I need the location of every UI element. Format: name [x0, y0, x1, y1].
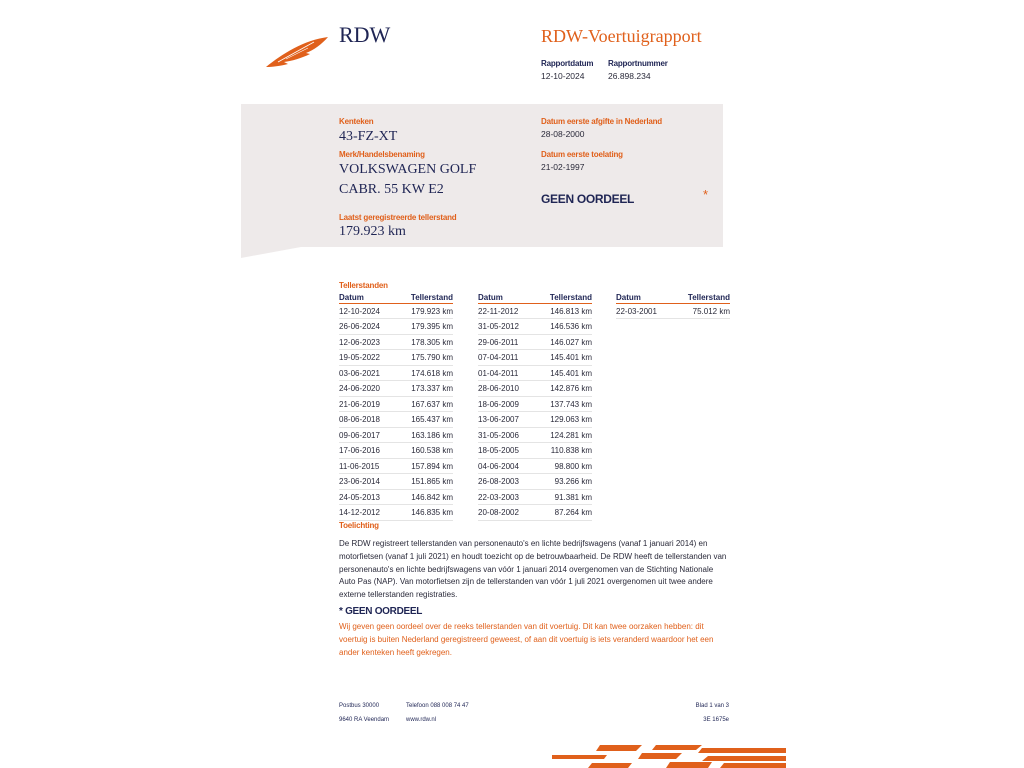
- reading-km: 157.894 km: [411, 461, 453, 471]
- reading-row: [478, 444, 592, 459]
- odometer-value: 179.923 km: [339, 224, 406, 239]
- reading-km: 151.865 km: [411, 477, 453, 487]
- reading-km: 165.437 km: [411, 415, 453, 425]
- reading-date: 17-06-2016: [339, 446, 380, 456]
- report-number-label: Rapportnummer: [608, 59, 668, 68]
- reading-date: 28-06-2010: [478, 384, 519, 394]
- reading-km: 145.401 km: [550, 353, 592, 363]
- readings-header: [339, 293, 453, 304]
- reading-date: 26-06-2024: [339, 322, 380, 332]
- reading-km: 129.063 km: [550, 415, 592, 425]
- reading-km: 160.538 km: [411, 446, 453, 456]
- reading-date: 07-04-2011: [478, 353, 519, 363]
- plate-value: 43-FZ-XT: [339, 129, 398, 144]
- readings-table-3: [616, 293, 730, 319]
- reading-row: [478, 429, 592, 444]
- reading-row: [478, 320, 592, 335]
- reading-row: [339, 444, 453, 459]
- reading-row: [616, 305, 730, 320]
- reading-row: [478, 491, 592, 506]
- reading-km: 173.337 km: [411, 384, 453, 394]
- reading-date: 20-08-2002: [478, 508, 519, 518]
- verdict-marker: *: [703, 187, 709, 202]
- footer-page: Blad 1 van 3: [695, 703, 729, 709]
- make-line-1: VOLKSWAGEN GOLF: [339, 162, 477, 177]
- verdict-explanation-body: Wij geven geen oordeel over de reeks tellerstanden van dit voertuig. Dit kan twee oorzaken hebben: dit voertuig is buiten Nederland geregistreerd geweest, of aan dit voertuig is iets veranderd waardoor het een ander kenteken heeft gekregen.: [339, 622, 714, 657]
- reading-date: 12-06-2023: [339, 337, 380, 347]
- reading-date: 22-03-2003: [478, 492, 519, 502]
- reading-date: 13-06-2007: [478, 415, 519, 425]
- reading-date: 19-05-2022: [339, 353, 380, 363]
- explanation-body: De RDW registreert tellerstanden van personenauto's en lichte bedrijfswagens (vanaf 1 januari 2014) en motorfietsen (vanaf 1 juli 2021) en houdt toezicht op de betrouwbaarheid. De RDW heeft de tellerstanden van personenauto's en lichte bedrijfswagens van vóór 1 januari 2014 overgenomen van de Stichting Nationale Auto Pas (NAP). Van motorfietsen zijn de tellerstanden van vóór 1 juli 2021 overgenomen uit twee andere externe tellerstanden registraties.: [339, 539, 727, 600]
- footer-postal: 9640 RA Veendam: [339, 717, 390, 723]
- reading-row: [478, 305, 592, 320]
- reading-date: 24-05-2013: [339, 492, 380, 502]
- reading-date: 03-06-2021: [339, 368, 380, 378]
- reading-row: [478, 351, 592, 366]
- reading-row: [478, 367, 592, 382]
- reading-km: 174.618 km: [411, 368, 453, 378]
- reading-km: 167.637 km: [411, 399, 453, 409]
- reading-date: 31-05-2006: [478, 430, 519, 440]
- reading-row: [478, 336, 592, 351]
- reading-row: [339, 336, 453, 351]
- reading-date: 04-06-2004: [478, 461, 519, 471]
- reading-row: [478, 506, 592, 521]
- report-date-label: Rapportdatum: [541, 59, 594, 68]
- footer-code: 3E 1675e: [703, 717, 729, 723]
- readings-title: Tellerstanden: [339, 281, 388, 290]
- reading-km: 91.381 km: [554, 492, 592, 502]
- reading-date: 21-06-2019: [339, 399, 380, 409]
- decorative-stripes-icon: [552, 745, 786, 768]
- reading-km: 163.186 km: [411, 430, 453, 440]
- first-admission-label: Datum eerste toelating: [541, 150, 623, 159]
- report-date: 12-10-2024: [541, 71, 585, 81]
- reading-km: 124.281 km: [550, 430, 592, 440]
- header-date: Datum: [339, 293, 364, 302]
- reading-row: [339, 413, 453, 428]
- reading-km: 178.305 km: [411, 337, 453, 347]
- header-date: Datum: [616, 293, 641, 302]
- reading-date: 08-06-2018: [339, 415, 380, 425]
- reading-row: [478, 460, 592, 475]
- explanation-title: Toelichting: [339, 521, 379, 530]
- report-number: 26.898.234: [608, 71, 651, 81]
- footer-web[interactable]: www.rdw.nl: [406, 717, 437, 723]
- report-title: RDW-Voertuigrapport: [541, 26, 702, 46]
- first-nl-value: 28-08-2000: [541, 129, 585, 139]
- reading-km: 87.264 km: [554, 508, 592, 518]
- reading-date: 23-06-2014: [339, 477, 380, 487]
- reading-km: 146.027 km: [550, 337, 592, 347]
- reading-date: 14-12-2012: [339, 508, 380, 518]
- reading-date: 12-10-2024: [339, 306, 380, 316]
- reading-km: 179.923 km: [411, 306, 453, 316]
- reading-date: 01-04-2011: [478, 368, 519, 378]
- brand-name: RDW: [339, 22, 391, 47]
- make-label: Merk/Handelsbenaming: [339, 150, 425, 159]
- odometer-label: Laatst geregistreerde tellerstand: [339, 213, 457, 222]
- reading-km: 137.743 km: [550, 399, 592, 409]
- reading-km: 146.835 km: [411, 508, 453, 518]
- reading-km: 142.876 km: [550, 384, 592, 394]
- reading-km: 110.838 km: [550, 446, 592, 456]
- reading-date: 18-06-2009: [478, 399, 519, 409]
- reading-date: 24-06-2020: [339, 384, 380, 394]
- readings-table-2: [478, 293, 592, 521]
- reading-date: 26-08-2003: [478, 477, 519, 487]
- reading-date: 09-06-2017: [339, 430, 380, 440]
- reading-km: 179.395 km: [411, 322, 453, 332]
- reading-row: [339, 367, 453, 382]
- reading-date: 29-06-2011: [478, 337, 519, 347]
- readings-header: [616, 293, 730, 304]
- reading-row: [478, 413, 592, 428]
- verdict: GEEN OORDEEL: [541, 192, 635, 206]
- reading-row: [339, 398, 453, 413]
- reading-km: 75.012 km: [692, 306, 730, 316]
- reading-date: 31-05-2012: [478, 322, 519, 332]
- reading-km: 175.790 km: [411, 353, 453, 363]
- reading-row: [478, 398, 592, 413]
- header-date: Datum: [478, 293, 503, 302]
- reading-row: [339, 491, 453, 506]
- reading-km: 146.536 km: [550, 322, 592, 332]
- reading-date: 11-06-2015: [339, 461, 380, 471]
- header-value: Tellerstand: [410, 293, 453, 302]
- plate-label: Kenteken: [339, 117, 374, 126]
- footer-phone: Telefoon 088 008 74 47: [406, 703, 469, 709]
- reading-row: [339, 320, 453, 335]
- reading-km: 145.401 km: [550, 368, 592, 378]
- reading-row: [478, 382, 592, 397]
- reading-date: 18-05-2005: [478, 446, 519, 456]
- reading-row: [339, 475, 453, 490]
- first-admission-value: 21-02-1997: [541, 162, 585, 172]
- reading-km: 146.842 km: [411, 492, 453, 502]
- readings-header: [478, 293, 592, 304]
- reading-km: 146.813 km: [550, 306, 592, 316]
- header-value: Tellerstand: [687, 293, 730, 302]
- reading-row: [339, 351, 453, 366]
- reading-row: [339, 305, 453, 320]
- readings-table-1: [339, 293, 453, 521]
- reading-row: [339, 506, 453, 521]
- footer-po-box: Postbus 30000: [339, 703, 380, 709]
- make-line-2: CABR. 55 KW E2: [339, 182, 444, 197]
- panel-tail: [241, 247, 301, 258]
- reading-date: 22-11-2012: [478, 306, 519, 316]
- reading-row: [478, 475, 592, 490]
- reading-row: [339, 460, 453, 475]
- reading-row: [339, 429, 453, 444]
- reading-row: [339, 382, 453, 397]
- header-value: Tellerstand: [549, 293, 592, 302]
- reading-km: 98.800 km: [554, 461, 592, 471]
- first-nl-label: Datum eerste afgifte in Nederland: [541, 117, 662, 126]
- rdw-logo-icon: [264, 34, 330, 70]
- verdict-explanation-title: * GEEN OORDEEL: [339, 606, 423, 617]
- reading-date: 22-03-2001: [616, 306, 657, 316]
- reading-km: 93.266 km: [554, 477, 592, 487]
